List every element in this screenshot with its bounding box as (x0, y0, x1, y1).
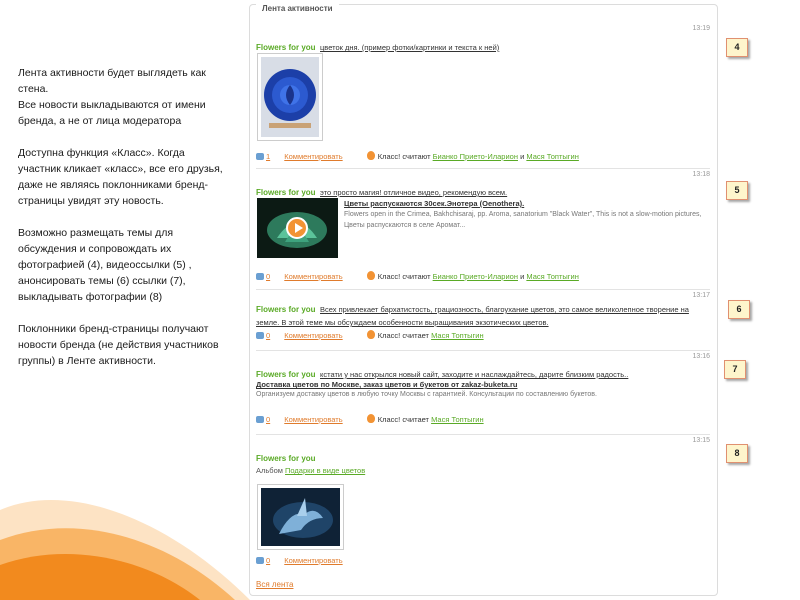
post-time: 13:15 (692, 437, 710, 444)
post-text-link[interactable]: цветок дня. (пример фотки/картинки и текста к ней) (320, 43, 500, 52)
user-link[interactable]: Бианко Прието-Иларион (432, 272, 518, 281)
user-link[interactable]: Мася Топтыгин (431, 331, 484, 340)
comment-link[interactable]: Комментировать (284, 556, 343, 565)
post-separator (256, 289, 710, 290)
klass-label: Класс! считает (377, 331, 429, 340)
klass-label: Класс! считают (377, 272, 431, 281)
comment-bubble-icon (256, 273, 264, 280)
post-actions (256, 151, 579, 161)
video-thumbnail[interactable] (257, 198, 338, 258)
klass-fire-icon (367, 414, 375, 423)
post-separator (256, 434, 710, 435)
comment-count[interactable]: 0 (266, 556, 271, 565)
post-time: 13:18 (692, 171, 710, 178)
blue-rose-image (261, 57, 319, 137)
play-icon[interactable] (286, 217, 308, 239)
post-actions (256, 330, 484, 340)
all-feed-link[interactable]: Вся лента (256, 580, 294, 589)
description-panel (18, 65, 223, 385)
comment-count[interactable]: 0 (266, 272, 271, 281)
feed-title: Лента активности (256, 4, 339, 13)
user-link[interactable]: Мася Топтыгин (526, 152, 579, 161)
post-brand-link[interactable]: Flowers for you (256, 43, 316, 52)
album-label: Альбом (256, 466, 283, 475)
description-paragraph: Поклонники бренд-страницы получают новости бренда (не действия участников группы) в Ленте активности. (18, 323, 219, 367)
comment-bubble-icon (256, 416, 264, 423)
callout-badge-8: 8 (726, 444, 748, 463)
post-separator (256, 350, 710, 351)
album-photo[interactable] (257, 484, 344, 550)
post-brand-link[interactable]: Flowers for you (256, 370, 316, 379)
activity-feed (249, 4, 718, 596)
comment-link[interactable]: Комментировать (284, 152, 343, 161)
post-actions (256, 556, 343, 565)
decorative-swoosh (0, 440, 250, 600)
description-paragraph: Лента активности будет выглядеть как стена. Все новости выкладываются от имени бренда, а не от лица модератора (18, 67, 206, 127)
post-photo[interactable] (257, 53, 323, 141)
post-text-link[interactable]: это просто магия! отличное видео, рекомендую всем. (320, 188, 508, 197)
comment-link[interactable]: Комментировать (284, 415, 343, 424)
callout-badge-7: 7 (724, 360, 746, 379)
post-actions (256, 271, 579, 281)
comment-count[interactable]: 0 (266, 331, 271, 340)
post-time: 13:19 (692, 25, 710, 32)
post-text-link[interactable]: Всех привлекает бархатистость, грациозность, благоухание цветов, это самое великолепное творение на земле. В этой теме мы обсуждаем особенности выращивания экзотических цветов. (256, 305, 689, 327)
klass-fire-icon (367, 330, 375, 339)
comment-bubble-icon (256, 332, 264, 339)
post-time: 13:17 (692, 292, 710, 299)
album-link[interactable]: Подарки в виде цветов (285, 466, 366, 475)
video-description: Flowers open in the Crimea, Bakhchisaraj, pp. Aroma, sanatorium "Black Water", This is not a slow-motion pictures, Цветы распускаются в селе Аромат... (344, 211, 702, 229)
user-link[interactable]: Бианко Прието-Иларион (432, 152, 518, 161)
klass-label: Класс! считают (377, 152, 431, 161)
post-separator (256, 168, 710, 169)
post-brand-link[interactable]: Flowers for you (256, 454, 316, 463)
callout-badge-4: 4 (726, 38, 748, 57)
and-text: и (520, 272, 525, 281)
description-paragraph: Доступна функция «Класс». Когда участник кликает «класс», все его друзья, даже не являясь поклонниками бренд-страницы увидят эту новость. (18, 147, 223, 207)
comment-count[interactable]: 1 (266, 152, 271, 161)
comment-bubble-icon (256, 153, 264, 160)
comment-bubble-icon (256, 557, 264, 564)
flower-photo-image (261, 488, 340, 546)
callout-badge-5: 5 (726, 181, 748, 200)
klass-fire-icon (367, 271, 375, 280)
post-text-link[interactable]: кстати у нас открылся новый сайт, заходите и наслаждайтесь, дарите близким радость.. (320, 370, 629, 379)
comment-link[interactable]: Комментировать (284, 272, 343, 281)
comment-count[interactable]: 0 (266, 415, 271, 424)
link-title[interactable]: Доставка цветов по Москве, заказ цветов и букетов от zakaz-buketa.ru (256, 380, 518, 389)
callout-badge-6: 6 (728, 300, 750, 319)
comment-link[interactable]: Комментировать (284, 331, 343, 340)
post-brand-link[interactable]: Flowers for you (256, 305, 316, 314)
description-paragraph: Возможно размещать темы для обсуждения и сопровождать их фотографией (4), видеоссылки (5) , анонсировать темы (6) ссылки (7), выкладывать фотографии (8) (18, 227, 192, 303)
video-title-link[interactable]: Цветы распускаются 30сек.Энотера (Oenothera). (344, 199, 525, 208)
klass-fire-icon (367, 151, 375, 160)
link-description: Организуем доставку цветов в любую точку Москвы с гарантией. Консультации по составлению букетов. (256, 391, 597, 398)
post-time: 13:16 (692, 353, 710, 360)
and-text: и (520, 152, 525, 161)
klass-label: Класс! считает (377, 415, 429, 424)
post-actions (256, 414, 484, 424)
user-link[interactable]: Мася Топтыгин (431, 415, 484, 424)
post-brand-link[interactable]: Flowers for you (256, 188, 316, 197)
user-link[interactable]: Мася Топтыгин (526, 272, 579, 281)
